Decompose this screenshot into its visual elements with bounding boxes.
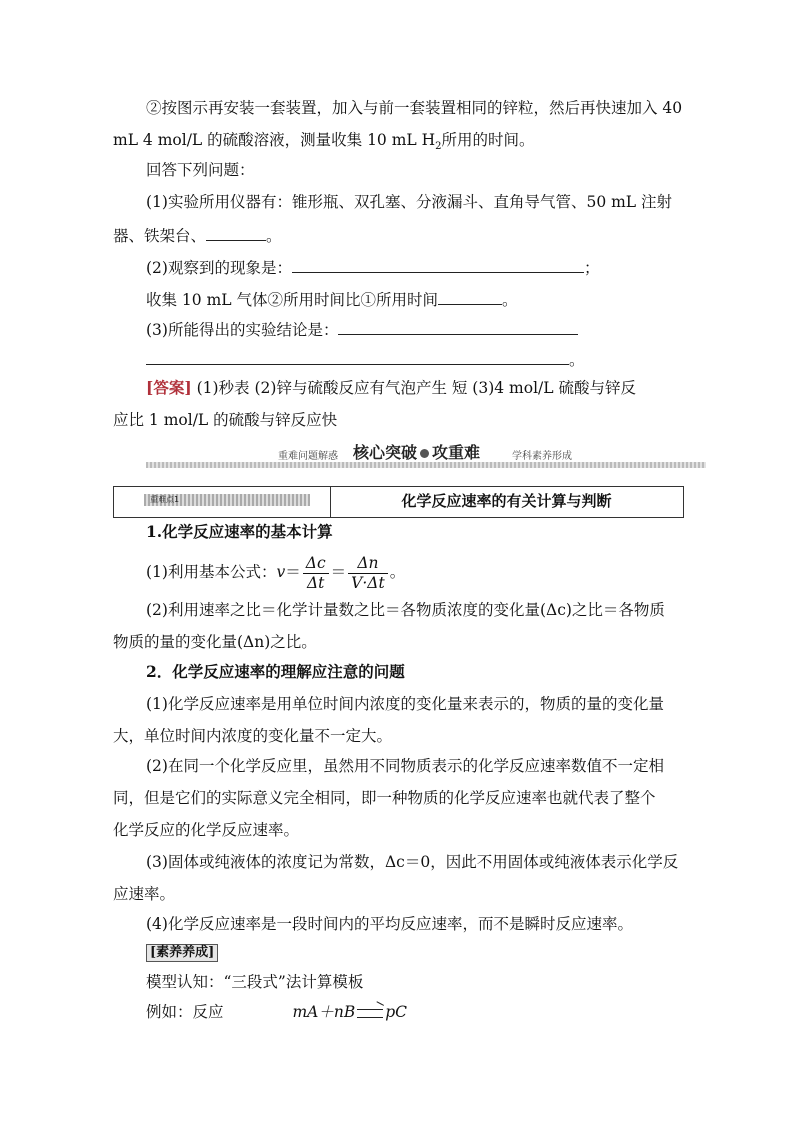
section-2-p3-line-1: (3)固体或纯液体的浓度记为常数，Δc＝0，因此不用固体或纯液体表示化学反 bbox=[146, 853, 679, 871]
question-1-line-1: (1)实验所用仪器有：锥形瓶、双孔塞、分液漏斗、直角导气管、50 mL 注射 bbox=[146, 193, 673, 211]
intro-line-2 bbox=[113, 130, 535, 157]
question-2-line-1 bbox=[146, 256, 599, 278]
equation-rhs: pC bbox=[385, 1003, 408, 1021]
question-1-blank bbox=[206, 224, 266, 241]
model-cognition-line: 模型认知：“三段式”法计算模板 bbox=[146, 973, 364, 991]
formula-label: (1)利用基本公式： bbox=[146, 563, 277, 581]
question-2b-end: 。 bbox=[502, 291, 518, 309]
topic-box bbox=[113, 486, 684, 518]
banner-left-text: 重难问题解惑 bbox=[278, 451, 338, 462]
section-banner bbox=[146, 440, 706, 470]
topic-tag: 重难点1 bbox=[144, 494, 310, 506]
section-2-p1-line-2: 大，单位时间内浓度的变化量不一定大。 bbox=[113, 727, 393, 745]
fraction-2-denominator: V·Δt bbox=[351, 573, 385, 592]
section-2-p2-line-2: 同，但是它们的实际意义完全相同，即一种物质的化学反应速率也就代表了整个 bbox=[113, 789, 656, 807]
intro-line-2a: mL 4 mol/L 的硫酸溶液，测量收集 10 mL H bbox=[113, 131, 436, 149]
answer-line-1 bbox=[146, 378, 636, 398]
section-2-p2-line-3: 化学反应的化学反应速率。 bbox=[113, 821, 300, 839]
answer-tag: [答案] bbox=[146, 378, 192, 397]
fraction-dc-dt bbox=[303, 554, 329, 593]
banner-title bbox=[353, 440, 480, 463]
question-2-end: ； bbox=[583, 259, 600, 277]
question-1-text: 器、铁架台、 bbox=[113, 227, 207, 245]
section-2-p4: (4)化学反应速率是一段时间内的平均反应速率，而不是瞬时反应速率。 bbox=[146, 915, 633, 933]
question-3-line-2 bbox=[146, 348, 585, 370]
question-3-blank-2 bbox=[146, 348, 569, 365]
question-3-end: 。 bbox=[569, 351, 585, 369]
question-1-end: 。 bbox=[266, 227, 282, 245]
fraction-1-denominator: Δt bbox=[306, 573, 325, 592]
intro-line-2b: 所用的时间。 bbox=[441, 131, 535, 149]
section-1-p2-line-2: 物质的量的变化量(Δn)之比。 bbox=[113, 633, 317, 651]
example-line bbox=[146, 1002, 407, 1022]
section-2-p2-line-1: (2)在同一个化学反应里，虽然用不同物质表示的化学反应速率数值不一定相 bbox=[146, 757, 664, 775]
intro-line-3: 回答下列问题： bbox=[146, 161, 255, 179]
question-2b-blank bbox=[438, 288, 502, 305]
fraction-dn-vdt bbox=[348, 554, 388, 593]
banner-divider bbox=[146, 462, 706, 468]
answer-text-1: (1)秒表 (2)锌与硫酸反应有气泡产生 短 (3)4 mol/L 硫酸与锌反 bbox=[191, 379, 636, 397]
question-3-blank bbox=[338, 318, 578, 335]
banner-main-2: 攻重难 bbox=[432, 443, 481, 462]
section-2-p1-line-1: (1)化学反应速率是用单位时间内浓度的变化量来表示的，物质的量的变化量 bbox=[146, 695, 664, 713]
equation-lhs: mA＋nB bbox=[292, 1003, 356, 1021]
topic-left-cell bbox=[114, 487, 331, 517]
banner-right-text: 学科素养形成 bbox=[512, 451, 572, 462]
fraction-2-numerator: Δn bbox=[348, 554, 388, 574]
formula-v: v bbox=[276, 563, 286, 581]
formula-eq-2: ＝ bbox=[330, 563, 347, 581]
question-2-blank bbox=[292, 256, 584, 273]
banner-main-1: 核心突破 bbox=[353, 443, 418, 462]
formula-eq-1: ＝ bbox=[285, 563, 301, 581]
answer-line-2: 应比 1 mol/L 的硫酸与锌反应快 bbox=[113, 411, 338, 429]
intro-line-1: ②按图示再安装一套装置，加入与前一套装置相同的锌粒，然后再快速加入 40 bbox=[146, 99, 683, 117]
question-3-line-1 bbox=[146, 318, 578, 340]
example-label: 例如：反应 bbox=[146, 1003, 224, 1021]
question-2-line-2 bbox=[146, 288, 518, 310]
section-1-heading: 1.化学反应速率的基本计算 bbox=[146, 522, 333, 541]
fraction-1-numerator: Δc bbox=[303, 554, 329, 574]
question-2b-text: 收集 10 mL 气体②所用时间比①所用时间 bbox=[146, 291, 438, 309]
formula-end: 。 bbox=[389, 563, 406, 581]
question-1-line-2 bbox=[113, 224, 282, 246]
formula-line bbox=[146, 552, 405, 593]
h2-subscript: 2 bbox=[435, 141, 442, 153]
question-3-text: (3)所能得出的实验结论是： bbox=[146, 321, 339, 339]
question-2-text: (2)观察到的现象是： bbox=[146, 259, 292, 277]
section-2-heading: 2．化学反应速率的理解应注意的问题 bbox=[146, 662, 405, 681]
equilibrium-arrow-icon bbox=[357, 1009, 383, 1018]
banner-dot-icon bbox=[420, 449, 429, 458]
topic-title: 化学反应速率的有关计算与判断 bbox=[401, 492, 612, 510]
section-2-p3-line-2: 应速率。 bbox=[113, 885, 176, 903]
section-1-p2-line-1: (2)利用速率之比＝化学计量数之比＝各物质浓度的变化量(Δc)之比＝各物质 bbox=[146, 601, 665, 619]
literacy-tag: [素养养成] bbox=[146, 944, 218, 962]
